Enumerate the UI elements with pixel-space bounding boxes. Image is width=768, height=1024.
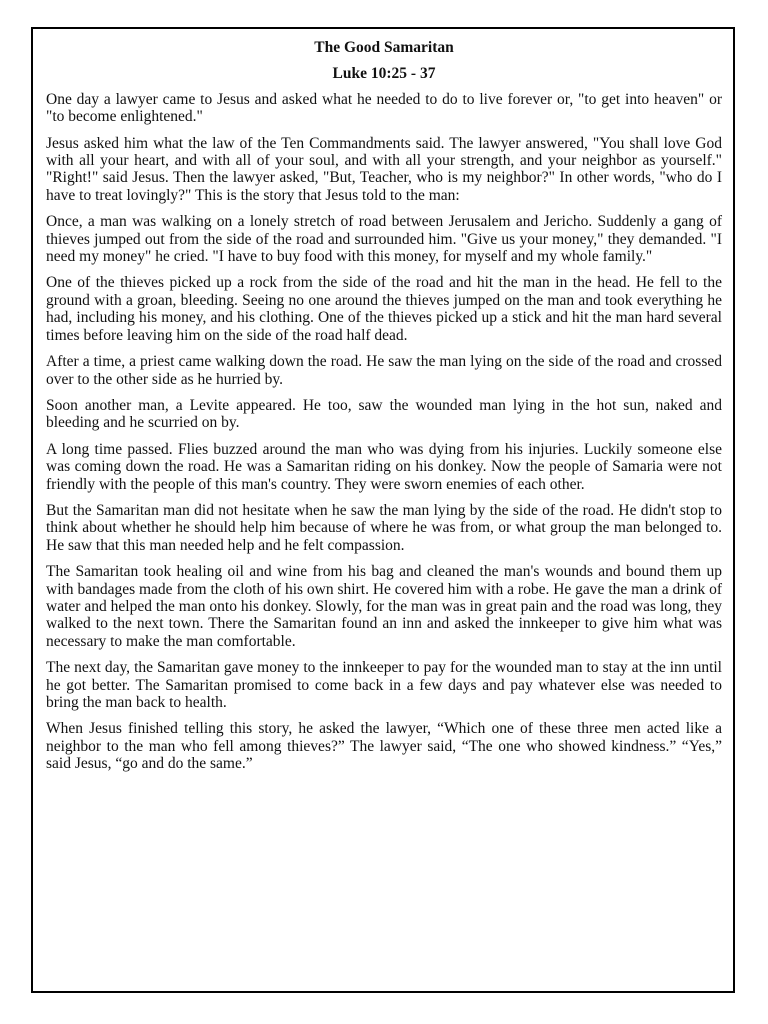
paragraph-5: After a time, a priest came walking down the road. He saw the man lying on the side of the road and crossed over to the other side as he hurried by. (46, 353, 722, 388)
paragraph-7: A long time passed. Flies buzzed around the man who was dying from his injuries. Luckily someone else was coming down the road. He was a Samaritan riding on his donkey. Now the people of Samaria were not friendly with the people of this man's country. They were sworn enemies of each other. (46, 440, 722, 493)
document-title: The Good Samaritan (314, 39, 454, 56)
scripture-reference: Luke 10:25 - 37 (332, 65, 436, 83)
paragraph-6: Soon another man, a Levite appeared. He too, saw the wounded man lying in the hot sun, naked and bleeding and he scurried on by. (46, 396, 722, 432)
paragraph-1: One day a lawyer came to Jesus and asked what he needed to do to live forever or, "to get into heaven" or "to become enlightened." (46, 90, 722, 126)
paragraph-11: When Jesus finished telling this story, he asked the lawyer, “Which one of these three men acted like a neighbor to the man who fell among thieves?” The lawyer said, “The one who showed kindness.” “Yes,” said Jesus, “go and do the same.” (46, 720, 722, 773)
paragraph-9: The Samaritan took healing oil and wine from his bag and cleaned the man's wounds and bound them up with bandages made from the cloth of his own shirt. He covered him with a robe. He gave the man a drink of water and helped the man onto his donkey. Slowly, for the man was in great pain and the road was long, they walked to the next town. There the Samaritan found an inn and asked the innkeeper to give him what was necessary to make the man comfortable. (46, 563, 722, 650)
paragraph-3: Once, a man was walking on a lonely stretch of road between Jerusalem and Jericho. Suddenly a gang of thieves jumped out from the side of the road and surrounded him. "Give us your money," they demanded. "I need my money" he cried. "I have to buy food with this money, for myself and my whole family." (46, 213, 722, 266)
paragraph-10: The next day, the Samaritan gave money to the innkeeper to pay for the wounded man to stay at the inn until he got better. The Samaritan promised to come back in a few days and pay whatever else was needed to bring the man back to health. (46, 659, 722, 711)
paragraph-2: Jesus asked him what the law of the Ten Commandments said. The lawyer answered, "You shall love God with all your heart, and with all of your soul, and with all your strength, and your neighbor as yourself." "Right!" said Jesus. Then the lawyer asked, "But, Teacher, who is my neighbor?" In other words, "who do I have to treat lovingly?" This is the story that Jesus told to the man: (46, 134, 722, 204)
paragraph-8: But the Samaritan man did not hesitate when he saw the man lying by the side of the road. He didn't stop to think about whether he should help him because of where he was from, or what group the man belonged to. He saw that this man needed help and he felt compassion. (46, 501, 722, 554)
document-body (46, 39, 722, 782)
page-frame (31, 27, 735, 993)
paragraph-4: One of the thieves picked up a rock from the side of the road and hit the man in the head. He fell to the ground with a groan, bleeding. Seeing no one around the thieves jumped on the man and took everything he had, including his money, and his clothing. One of the thieves picked up a stick and hit the man hard several times before leaving him on the side of the road half dead. (46, 274, 722, 344)
